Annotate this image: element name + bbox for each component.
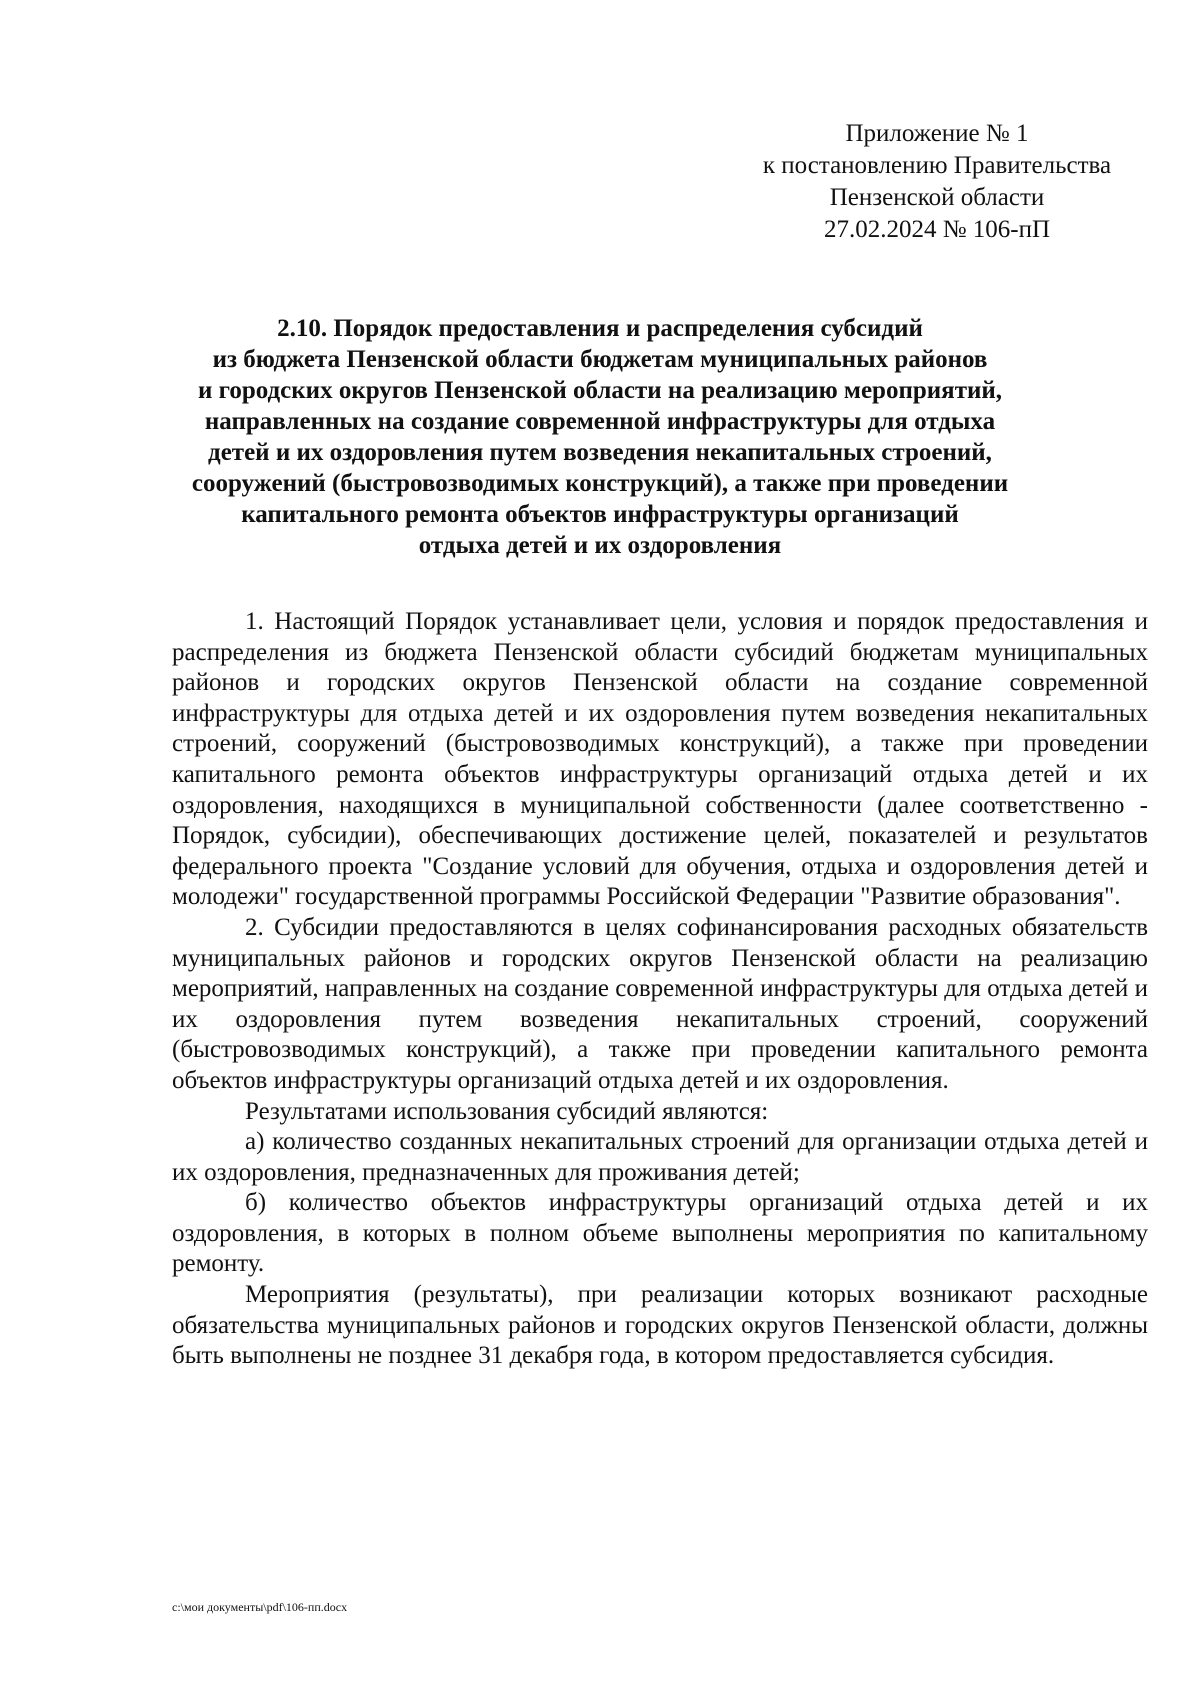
paragraph-1: 1. Настоящий Порядок устанавливает цели, условия и порядок предоставления и распределения из бюджета Пензенской области субсидий бюджетам муниципальных районов и городских округов Пензенской области на создание современной инфраструктуры для отдыха детей и их оздоровления путем возведения некапитальных строений, сооружений (быстровозводимых конструкций), а также при проведении капитального ремонта объектов инфраструктуры организаций отдыха детей и их оздоровления, находящихся в муниципальной собственности (далее соответственно - Порядок, субсидии), обеспечивающих достижение целей, показателей и результатов федерального проекта "Создание условий для обучения, отдыха и оздоровления детей и молодежи" государственной программы Российской Федерации "Развитие образования". (172, 608, 1148, 911)
title-line: 2.10. Порядок предоставления и распределения субсидий (277, 315, 923, 342)
paragraph-result-b: б) количество объектов инфраструктуры организаций отдыха детей и их оздоровления, в которых в полном объеме выполнены мероприятия по капитальному ремонту. (172, 1189, 1148, 1278)
title-line: из бюджета Пензенской области бюджетам муниципальных районов (212, 346, 988, 373)
title-line: отдыха детей и их оздоровления (418, 532, 782, 559)
file-path-footer: c:\мои документы\pdf\106-пп.docx (172, 1600, 348, 1614)
title-line: детей и их оздоровления путем возведения некапитальных строений, (208, 439, 992, 466)
appendix-line: 27.02.2024 № 106-пП (823, 216, 1051, 243)
appendix-line: к постановлению Правительства (762, 152, 1112, 179)
appendix-line: Приложение № 1 (845, 120, 1029, 147)
paragraph-result-a: а) количество созданных некапитальных строений для организации отдыха детей и их оздоровления, предназначенных для проживания детей; (172, 1128, 1148, 1186)
paragraph-results-intro: Результатами использования субсидий являются: (245, 1097, 769, 1125)
paragraph-deadline: Мероприятия (результаты), при реализации которых возникают расходные обязательства муниципальных районов и городских округов Пензенской области, должны быть выполнены не позднее 31 декабря года, в котором предоставляется субсидия. (172, 1281, 1148, 1370)
title-line: капитального ремонта объектов инфраструктуры организаций (241, 501, 959, 528)
paragraph-2: 2. Субсидии предоставляются в целях софинансирования расходных обязательств муниципальных районов и городских округов Пензенской области на реализацию мероприятий, направленных на создание современной инфраструктуры для отдыха детей и их оздоровления путем возведения некапитальных строений, сооружений (быстровозводимых конструкций), а также при проведении капитального ремонта объектов инфраструктуры организаций отдыха детей и их оздоровления. (172, 913, 1148, 1094)
appendix-line: Пензенской области (829, 184, 1045, 211)
title-line: и городских округов Пензенской области на реализацию мероприятий, (197, 377, 1003, 404)
document-title (90, 313, 1110, 561)
appendix-block (727, 118, 1147, 246)
document-body (172, 607, 1148, 1372)
title-line: сооружений (быстровозводимых конструкций), а также при проведении (191, 470, 1009, 497)
title-line: направленных на создание современной инфраструктуры для отдыха (204, 408, 996, 435)
